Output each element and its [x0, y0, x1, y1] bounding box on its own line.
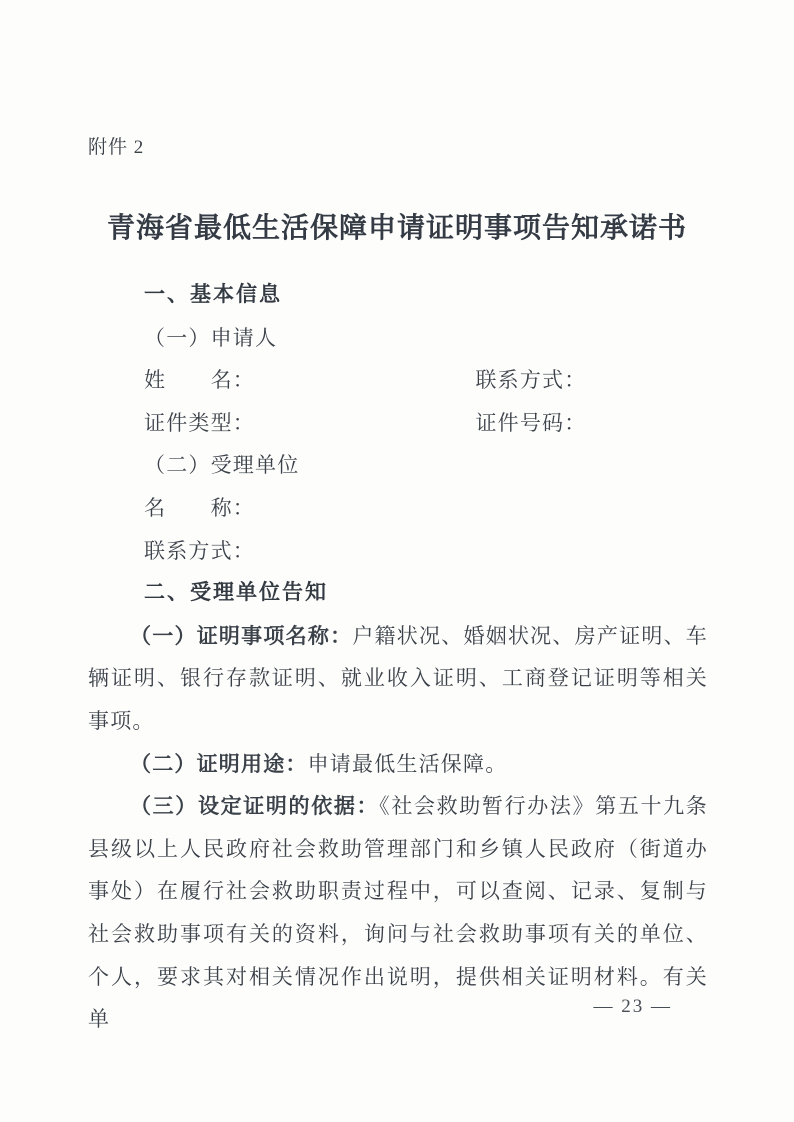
- applicant-name-label: 姓 名：: [144, 368, 255, 393]
- notice-item-2: [88, 743, 708, 786]
- subsection-heading-accepting-unit: （二）受理单位: [144, 453, 300, 478]
- section-heading-notice: 二、受理单位告知: [144, 581, 328, 605]
- section-heading-basic-info: 一、基本信息: [144, 283, 282, 306]
- page-title: 青海省最低生活保障申请证明事项告知承诺书: [106, 213, 687, 244]
- document-body: [88, 274, 708, 1041]
- notice-item-3-label: （三）设定证明的依据：: [130, 794, 380, 819]
- notice-item-2-label: （二）证明用途：: [130, 751, 308, 776]
- attachment-label: 附件 2: [88, 137, 145, 158]
- field-row-idtype-idnumber: [88, 402, 708, 445]
- unit-name-label: 名 称：: [144, 495, 255, 520]
- unit-contact-label: 联系方式：: [144, 538, 255, 563]
- notice-item-1: [88, 615, 708, 743]
- notice-item-1-label: （一）证明事项名称：: [130, 623, 353, 648]
- applicant-contact-label: 联系方式：: [475, 368, 587, 393]
- notice-item-3-text: 《社会救助暂行办法》第五十九条县级以上人民政府社会救助管理部门和乡镇人民政府（街道办事处）在履行社会救助职责过程中，可以查阅、记录、复制与社会救助事项有关的资料，询问与社会救助事项有关的单位、个人，要求其对相关情况作出说明，提供相关证明材料。有关单: [88, 794, 708, 1032]
- applicant-id-type-label: 证件类型：: [144, 410, 255, 435]
- applicant-id-number-label: 证件号码：: [475, 410, 587, 435]
- page-number: — 23 —: [593, 996, 672, 1017]
- field-row-name-contact: [88, 359, 708, 402]
- notice-item-2-text: 申请最低生活保障。: [307, 751, 508, 776]
- subsection-heading-applicant: （一）申请人: [144, 325, 278, 350]
- notice-item-1-text: 户籍状况、婚姻状况、房产证明、车辆证明、银行存款证明、就业收入证明、工商登记证明等相关事项。: [88, 623, 709, 733]
